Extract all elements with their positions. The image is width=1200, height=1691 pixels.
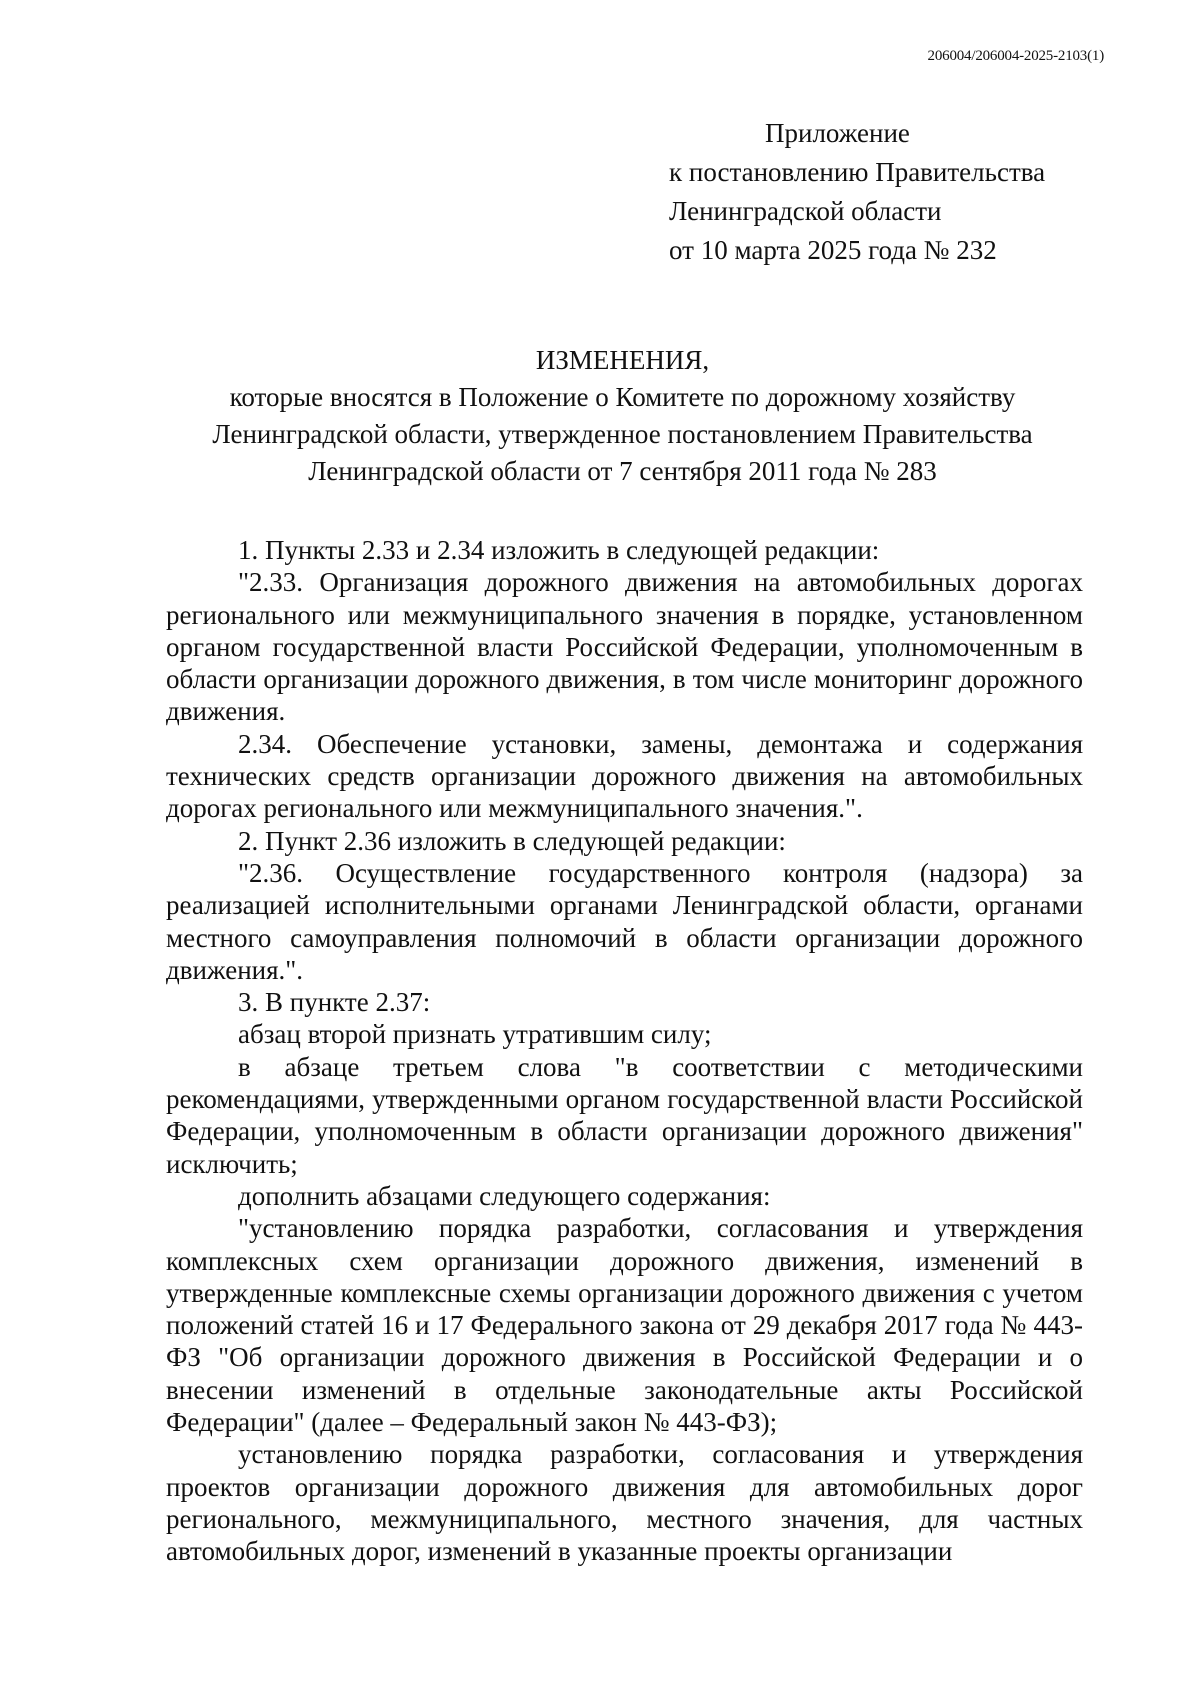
body-paragraph: 2.34. Обеспечение установки, замены, демонтажа и содержания технических средств организации дорожного движения на автомобильных дорогах регионального или межмуниципального значения.". xyxy=(166,728,1083,824)
body-paragraph: "установлению порядка разработки, согласования и утверждения комплексных схем организации дорожного движения, изменений в утвержденные комплексные схемы организации дорожного движения с учетом положений статей 16 и 17 Федерального закона от 29 декабря 2017 года № 443-ФЗ "Об организации дорожного движения в Российской Федерации и о внесении изменений в отдельные законодательные акты Российской Федерации" (далее – Федеральный закон № 443-ФЗ); xyxy=(166,1213,1083,1438)
document-body xyxy=(166,534,1083,1568)
document-subtitle-line: Ленинградской области от 7 сентября 2011 года № 283 xyxy=(308,456,937,486)
body-paragraph: 2. Пункт 2.36 изложить в следующей редакции: xyxy=(238,825,786,856)
document-registration-number: 206004/206004-2025-2103(1) xyxy=(927,48,1104,64)
appendix-line: Ленинградской области xyxy=(669,196,942,226)
body-paragraph: "2.36. Осуществление государственного контроля (надзора) за реализацией исполнительными органами Ленинградской области, органами местного самоуправления полномочий в области организации дорожного движения.". xyxy=(166,857,1083,985)
document-subtitle-line: которые вносятся в Положение о Комитете по дорожному хозяйству xyxy=(229,382,1016,412)
appendix-line: к постановлению Правительства xyxy=(669,157,1046,187)
appendix-block xyxy=(669,114,1045,270)
body-paragraph: "2.33. Организация дорожного движения на автомобильных дорогах регионального или межмуниципального значения в порядке, установленном органом государственной власти Российской Федерации, уполномоченным в области организации дорожного движения, в том числе мониторинг дорожного движения. xyxy=(166,567,1083,727)
document-title: ИЗМЕНЕНИЯ, xyxy=(535,345,710,375)
body-paragraph: 1. Пункты 2.33 и 2.34 изложить в следующей редакции: xyxy=(238,535,880,565)
body-paragraph: установлению порядка разработки, согласования и утверждения проектов организации дорожного движения для автомобильных дорог регионального, межмуниципального, местного значения, для частных автомобильных дорог, изменений в указанные проекты организации xyxy=(166,1439,1083,1567)
body-paragraph: дополнить абзацами следующего содержания: xyxy=(238,1180,771,1211)
document-subtitle-line: Ленинградской области, утвержденное постановлением Правительства xyxy=(212,419,1033,449)
body-paragraph: в абзаце третьем слова "в соответствии с методическими рекомендациями, утвержденными органом государственной власти Российской Федерации, уполномоченным в области организации дорожного движения" исключить; xyxy=(166,1051,1083,1179)
body-paragraph: 3. В пункте 2.37: xyxy=(238,987,431,1018)
document-heading xyxy=(160,342,1085,490)
body-paragraph: абзац второй признать утратившим силу; xyxy=(238,1019,712,1050)
appendix-line: Приложение xyxy=(765,118,910,148)
appendix-line: от 10 марта 2025 года № 232 xyxy=(669,235,997,265)
